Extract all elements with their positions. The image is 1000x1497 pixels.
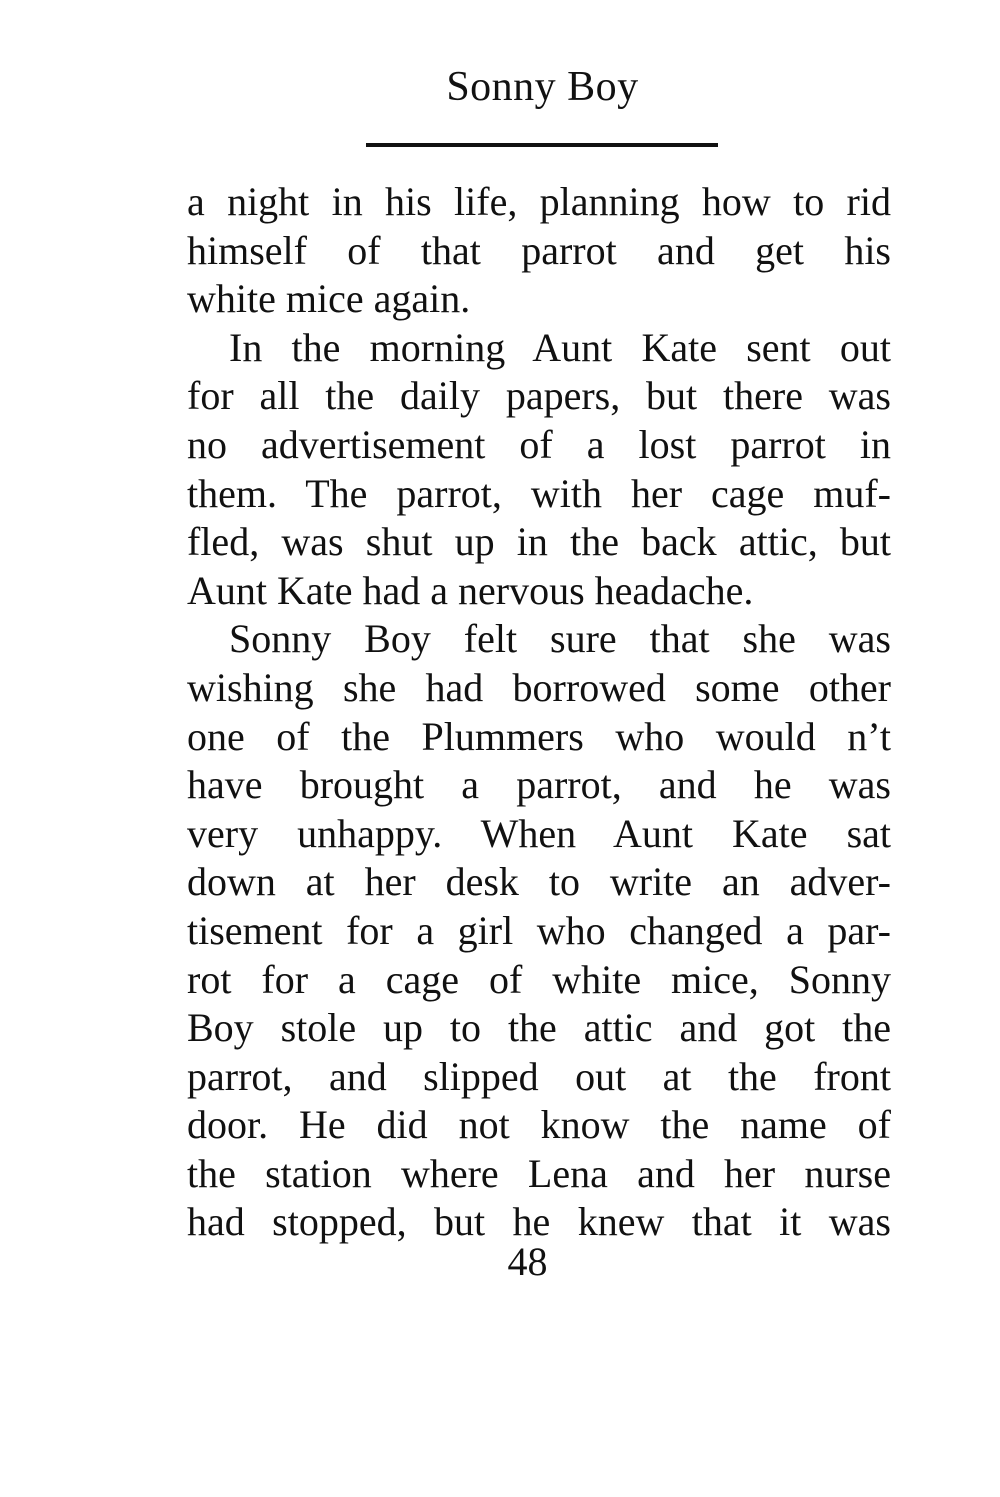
text-line: fled, was shut up in the back attic, but	[187, 519, 891, 565]
text-line: down at her desk to write an adver-	[187, 859, 891, 905]
text-line: In the morning Aunt Kate sent out	[229, 324, 891, 370]
text-line: very unhappy. When Aunt Kate sat	[187, 810, 891, 856]
header-rule	[366, 143, 718, 147]
text-line: one of the Plummers who would n’t	[187, 713, 891, 759]
body-text	[187, 178, 891, 1247]
text-line: have brought a parrot, and he was	[187, 762, 891, 808]
page-number: 48	[507, 1239, 548, 1284]
text-line: them. The parrot, with her cage muf-	[187, 470, 891, 516]
text-line: white mice again.	[187, 276, 471, 322]
text-line: the station where Lena and her nurse	[187, 1150, 891, 1196]
text-line: himself of that parrot and get his	[187, 227, 891, 273]
text-line: door. He did not know the name of	[187, 1102, 891, 1148]
text-line: no advertisement of a lost parrot in	[187, 421, 891, 467]
text-line: rot for a cage of white mice, Sonny	[187, 956, 891, 1002]
text-line: Aunt Kate had a nervous headache.	[187, 567, 754, 613]
text-line: wishing she had borrowed some other	[187, 664, 891, 710]
text-line: had stopped, but he knew that it was	[187, 1199, 891, 1245]
text-line: parrot, and slipped out at the front	[187, 1053, 891, 1099]
text-line: Sonny Boy felt sure that she was	[229, 616, 891, 662]
text-line: Boy stole up to the attic and got the	[187, 1005, 891, 1051]
text-line: tisement for a girl who changed a par-	[187, 907, 891, 953]
running-head: Sonny Boy	[446, 64, 639, 110]
text-line: for all the daily papers, but there was	[187, 373, 891, 419]
text-line: a night in his life, planning how to rid	[187, 179, 891, 224]
